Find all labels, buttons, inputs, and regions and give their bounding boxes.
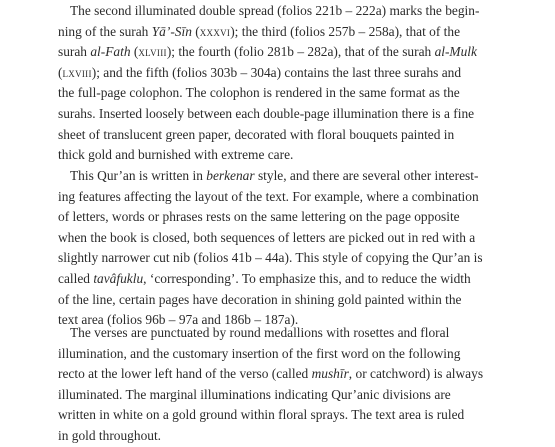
text-line — [58, 426, 536, 447]
text-run: This Qur’an is written in — [70, 168, 207, 183]
text-run: sheet of translucent green paper, decorated with floral bouquets painted in — [58, 126, 455, 142]
surah-numeral: xxxvi — [199, 23, 231, 39]
text-line — [58, 269, 536, 290]
italic-term: Yā’-Sīn — [151, 23, 192, 39]
text-run: of the line, certain pages have decoration in shining gold painted within the — [58, 291, 462, 307]
text-run: surah — [58, 44, 91, 60]
text-run: ( — [191, 23, 200, 39]
text-line — [58, 323, 536, 344]
text-line — [58, 207, 536, 228]
text-run: called — [58, 270, 94, 286]
italic-term: al-Mulk — [434, 44, 477, 60]
text-run: written in white on a gold ground within floral sprays. The text area is ruled — [58, 407, 465, 423]
text-line — [58, 405, 536, 426]
paragraph-illuminated-spreads — [58, 1, 536, 166]
text-line — [58, 145, 536, 166]
text-run: slightly narrower cut nib (folios 41b – 44a). This style of copying the Qur’an is — [58, 250, 483, 266]
text-line — [58, 187, 536, 208]
text-line — [58, 104, 536, 125]
text-line — [58, 290, 536, 311]
surah-numeral: xlviii — [138, 44, 167, 60]
text-run: , or catchword) is always — [348, 366, 484, 382]
text-run: of letters, words or phrases rests on the same lettering on the page opposite — [58, 209, 460, 225]
text-line — [58, 228, 536, 249]
text-line — [58, 1, 536, 22]
italic-term: mushīr — [311, 366, 349, 382]
text-line — [58, 344, 536, 365]
text-run: surahs. Inserted loosely between each double-page illumination there is a fine — [58, 105, 475, 121]
surah-numeral: lxviii — [62, 64, 92, 80]
text-line — [58, 125, 536, 146]
text-run: ); the third (folios 257b – 258a), that of the — [230, 23, 461, 39]
paragraph-berkenar-style — [58, 166, 536, 331]
text-run: ning of the surah — [58, 23, 152, 39]
italic-term: al-Fath — [90, 44, 131, 60]
text-line — [58, 364, 536, 385]
text-run: thick gold and burnished with extreme care. — [58, 147, 294, 163]
italic-term: berkenar — [206, 168, 255, 183]
text-run: ); and the fifth (folios 303b – 304a) contains the last three surahs and — [91, 64, 462, 80]
text-run: text area (folios 96b – 97a and 186b – 187a). — [58, 312, 299, 328]
text-run: style, and there are several other interest- — [254, 168, 479, 183]
text-run: illumination, and the customary insertion of the first word on the following — [58, 345, 461, 361]
text-run: ); the fourth (folio 281b – 282a), that of the surah — [166, 44, 435, 60]
text-line — [58, 22, 536, 43]
text-line — [58, 42, 536, 63]
text-run: The verses are punctuated by round medallions with rosettes and floral — [70, 325, 450, 340]
paragraph-verse-medallions — [58, 323, 536, 447]
text-run: The second illuminated double spread (folios 221b – 222a) marks the begin- — [70, 3, 480, 18]
text-run: ing features affecting the layout of the text. For example, where a combination — [58, 188, 479, 204]
text-run: in gold throughout. — [58, 427, 162, 443]
text-line — [58, 63, 536, 84]
text-run: ( — [58, 64, 63, 80]
text-run: recto at the lower left hand of the verso (called — [58, 366, 312, 382]
text-run: , ‘corresponding’. To emphasize this, and to reduce the width — [143, 270, 471, 286]
text-run: illuminated. The marginal illuminations indicating Qur’anic divisions are — [58, 386, 451, 402]
text-line — [58, 248, 536, 269]
text-run: ( — [130, 44, 139, 60]
text-line — [58, 385, 536, 406]
text-run: the full-page colophon. The colophon is rendered in the same format as the — [58, 85, 460, 101]
text-line — [58, 83, 536, 104]
italic-term: tavâfuklu — [93, 270, 144, 286]
text-line — [58, 166, 536, 187]
text-run: when the book is closed, both sequences of letters are picked out in red with a — [58, 229, 476, 245]
